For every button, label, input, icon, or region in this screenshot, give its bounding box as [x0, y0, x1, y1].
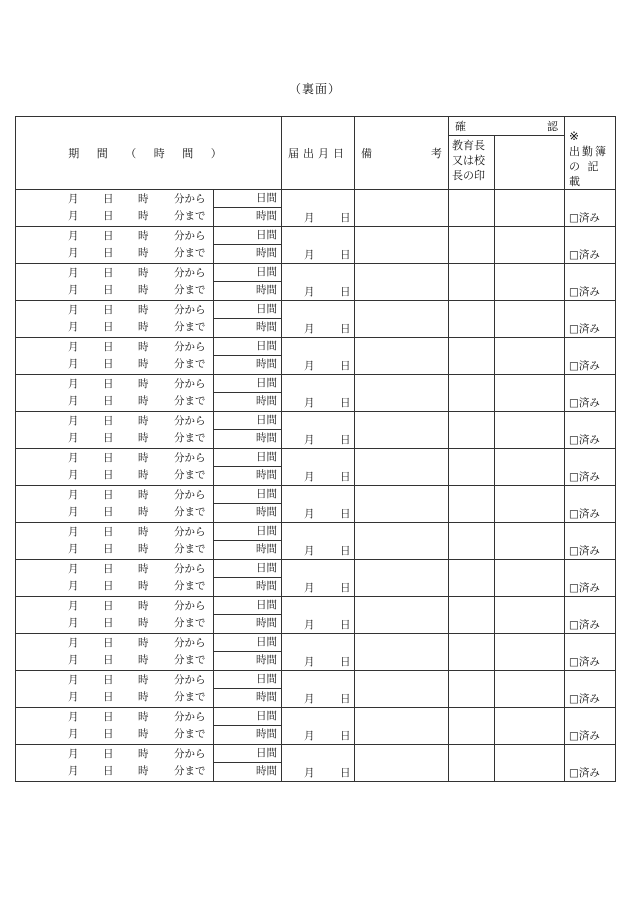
- duration-cell[interactable]: 日間 時間: [214, 264, 282, 301]
- notes-cell[interactable]: [355, 301, 449, 338]
- approver-seal-cell[interactable]: [449, 301, 495, 338]
- seal-cell[interactable]: [495, 449, 565, 486]
- approver-seal-cell[interactable]: [449, 412, 495, 449]
- approver-seal-header: 教育長 又は校 長の印: [449, 135, 495, 190]
- period-cell[interactable]: 月 日 時 分から 月 日 時 分まで: [16, 486, 214, 523]
- table-row: [16, 264, 616, 301]
- filing-date-cell[interactable]: 月 日: [282, 264, 355, 301]
- attendance-check-cell[interactable]: □済み: [565, 708, 616, 745]
- seal-cell[interactable]: [495, 708, 565, 745]
- notes-header: 備 考: [355, 117, 449, 190]
- approver-seal-cell[interactable]: [449, 190, 495, 227]
- approver-seal-cell[interactable]: [449, 745, 495, 782]
- period-cell[interactable]: 月 日 時 分から 月 日 時 分まで: [16, 449, 214, 486]
- duration-cell[interactable]: 日間 時間: [214, 671, 282, 708]
- seal-cell[interactable]: [495, 338, 565, 375]
- table-row: [16, 597, 616, 634]
- table-row: [16, 190, 616, 227]
- filing-date-cell[interactable]: 月 日: [282, 597, 355, 634]
- seal-cell[interactable]: [495, 745, 565, 782]
- seal-cell[interactable]: [495, 634, 565, 671]
- seal-cell[interactable]: [495, 264, 565, 301]
- duration-cell[interactable]: 日間 時間: [214, 597, 282, 634]
- period-cell[interactable]: 月 日 時 分から 月 日 時 分まで: [16, 634, 214, 671]
- filing-date-cell[interactable]: 月 日: [282, 708, 355, 745]
- notes-cell[interactable]: [355, 227, 449, 264]
- period-cell[interactable]: 月 日 時 分から 月 日 時 分まで: [16, 375, 214, 412]
- filing-date-cell[interactable]: 月 日: [282, 449, 355, 486]
- table-row: [16, 375, 616, 412]
- attendance-header: ※ 出勤簿 の 記 載: [565, 117, 616, 190]
- notes-cell[interactable]: [355, 338, 449, 375]
- approver-seal-cell[interactable]: [449, 375, 495, 412]
- duration-cell[interactable]: 日間 時間: [214, 634, 282, 671]
- filing-date-cell[interactable]: 月 日: [282, 412, 355, 449]
- approver-seal-cell[interactable]: [449, 264, 495, 301]
- seal-cell[interactable]: [495, 301, 565, 338]
- attendance-check-cell[interactable]: □済み: [565, 301, 616, 338]
- seal-cell[interactable]: [495, 597, 565, 634]
- period-cell[interactable]: 月 日 時 分から 月 日 時 分まで: [16, 708, 214, 745]
- attendance-check-cell[interactable]: □済み: [565, 412, 616, 449]
- duration-cell[interactable]: 日間 時間: [214, 227, 282, 264]
- period-cell[interactable]: 月 日 時 分から 月 日 時 分まで: [16, 523, 214, 560]
- notes-cell[interactable]: [355, 486, 449, 523]
- notes-cell[interactable]: [355, 190, 449, 227]
- attendance-check-cell[interactable]: □済み: [565, 227, 616, 264]
- table-row: [16, 301, 616, 338]
- seal-cell: [495, 135, 565, 190]
- table-row: [16, 227, 616, 264]
- filing-date-cell[interactable]: 月 日: [282, 560, 355, 597]
- notes-cell[interactable]: [355, 597, 449, 634]
- duration-cell[interactable]: 日間 時間: [214, 375, 282, 412]
- table-row: [16, 634, 616, 671]
- attendance-check-cell[interactable]: □済み: [565, 375, 616, 412]
- table-row: [16, 412, 616, 449]
- filing-date-cell[interactable]: 月 日: [282, 338, 355, 375]
- approver-seal-cell[interactable]: [449, 560, 495, 597]
- approver-seal-cell[interactable]: [449, 597, 495, 634]
- seal-cell[interactable]: [495, 227, 565, 264]
- attendance-check-cell[interactable]: □済み: [565, 745, 616, 782]
- duration-cell[interactable]: 日間 時間: [214, 301, 282, 338]
- period-cell[interactable]: 月 日 時 分から 月 日 時 分まで: [16, 412, 214, 449]
- seal-cell[interactable]: [495, 671, 565, 708]
- seal-cell[interactable]: [495, 486, 565, 523]
- duration-cell[interactable]: 日間 時間: [214, 745, 282, 782]
- attendance-check-cell[interactable]: □済み: [565, 264, 616, 301]
- table-row: [16, 486, 616, 523]
- table-row: [16, 671, 616, 708]
- filing-date-cell[interactable]: 月 日: [282, 375, 355, 412]
- approver-seal-cell[interactable]: [449, 523, 495, 560]
- filing-date-cell[interactable]: 月 日: [282, 486, 355, 523]
- table-row: [16, 338, 616, 375]
- duration-cell[interactable]: 日間 時間: [214, 560, 282, 597]
- attendance-check-cell[interactable]: □済み: [565, 634, 616, 671]
- table-row: [16, 708, 616, 745]
- filing-date-cell[interactable]: 月 日: [282, 190, 355, 227]
- period-cell[interactable]: 月 日 時 分から 月 日 時 分まで: [16, 227, 214, 264]
- approver-seal-cell[interactable]: [449, 449, 495, 486]
- attendance-check-cell[interactable]: □済み: [565, 597, 616, 634]
- leave-record-table: [15, 116, 616, 782]
- filing-date-cell[interactable]: 月 日: [282, 634, 355, 671]
- notes-cell[interactable]: [355, 412, 449, 449]
- approver-seal-cell[interactable]: [449, 634, 495, 671]
- confirmation-header: 確 認: [449, 117, 565, 136]
- filing-date-header: 届出月日: [282, 117, 355, 190]
- table-row: [16, 560, 616, 597]
- duration-cell[interactable]: 日間 時間: [214, 412, 282, 449]
- page-title: （裏面）: [288, 82, 341, 96]
- period-cell[interactable]: 月 日 時 分から 月 日 時 分まで: [16, 597, 214, 634]
- period-cell[interactable]: 月 日 時 分から 月 日 時 分まで: [16, 671, 214, 708]
- notes-cell[interactable]: [355, 708, 449, 745]
- table-row: [16, 523, 616, 560]
- attendance-check-cell[interactable]: □済み: [565, 449, 616, 486]
- notes-cell[interactable]: [355, 375, 449, 412]
- seal-cell[interactable]: [495, 375, 565, 412]
- notes-cell[interactable]: [355, 449, 449, 486]
- period-cell[interactable]: 月 日 時 分から 月 日 時 分まで: [16, 745, 214, 782]
- filing-date-cell[interactable]: 月 日: [282, 227, 355, 264]
- period-cell[interactable]: 月 日 時 分から 月 日 時 分まで: [16, 190, 214, 227]
- duration-cell[interactable]: 日間 時間: [214, 708, 282, 745]
- approver-seal-cell[interactable]: [449, 708, 495, 745]
- notes-cell[interactable]: [355, 560, 449, 597]
- table-row: [16, 449, 616, 486]
- approver-seal-cell[interactable]: [449, 227, 495, 264]
- approver-seal-cell[interactable]: [449, 486, 495, 523]
- period-cell[interactable]: 月 日 時 分から 月 日 時 分まで: [16, 338, 214, 375]
- filing-date-cell[interactable]: 月 日: [282, 523, 355, 560]
- period-cell[interactable]: 月 日 時 分から 月 日 時 分まで: [16, 301, 214, 338]
- notes-cell[interactable]: [355, 264, 449, 301]
- table-row: [16, 745, 616, 782]
- duration-cell[interactable]: 日間 時間: [214, 449, 282, 486]
- period-header: 期 間 （ 時 間 ）: [16, 117, 282, 190]
- seal-cell[interactable]: [495, 190, 565, 227]
- filing-date-cell[interactable]: 月 日: [282, 745, 355, 782]
- period-cell[interactable]: 月 日 時 分から 月 日 時 分まで: [16, 560, 214, 597]
- duration-cell[interactable]: 日間 時間: [214, 190, 282, 227]
- filing-date-cell[interactable]: 月 日: [282, 671, 355, 708]
- filing-date-cell[interactable]: 月 日: [282, 301, 355, 338]
- notes-cell[interactable]: [355, 671, 449, 708]
- attendance-check-cell[interactable]: □済み: [565, 190, 616, 227]
- duration-cell[interactable]: 日間 時間: [214, 486, 282, 523]
- approver-seal-cell[interactable]: [449, 338, 495, 375]
- seal-cell[interactable]: [495, 412, 565, 449]
- notes-cell[interactable]: [355, 523, 449, 560]
- duration-cell[interactable]: 日間 時間: [214, 338, 282, 375]
- notes-cell[interactable]: [355, 634, 449, 671]
- seal-cell[interactable]: [495, 523, 565, 560]
- attendance-check-cell[interactable]: □済み: [565, 338, 616, 375]
- period-cell[interactable]: 月 日 時 分から 月 日 時 分まで: [16, 264, 214, 301]
- approver-seal-cell[interactable]: [449, 671, 495, 708]
- attendance-check-cell[interactable]: □済み: [565, 523, 616, 560]
- notes-cell[interactable]: [355, 745, 449, 782]
- attendance-check-cell[interactable]: □済み: [565, 486, 616, 523]
- attendance-check-cell[interactable]: □済み: [565, 671, 616, 708]
- seal-cell[interactable]: [495, 560, 565, 597]
- attendance-check-cell[interactable]: □済み: [565, 560, 616, 597]
- duration-cell[interactable]: 日間 時間: [214, 523, 282, 560]
